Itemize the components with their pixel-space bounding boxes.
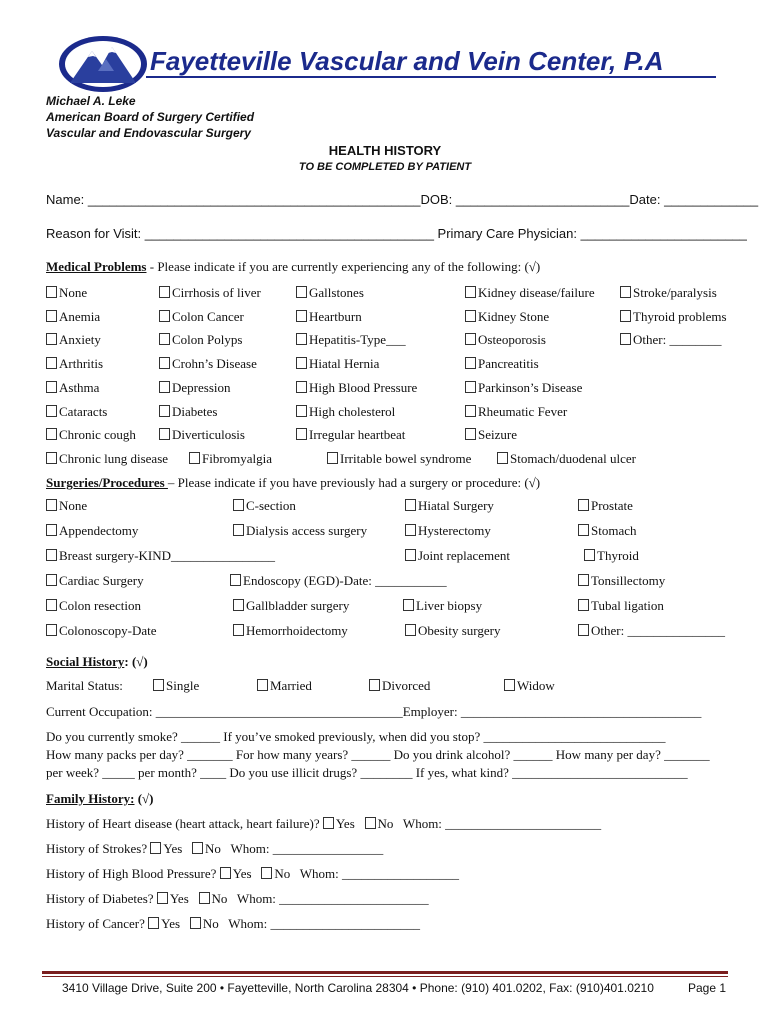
checkbox-label: Hepatitis-Type___ [309, 332, 406, 348]
checkbox-icon[interactable] [323, 817, 334, 829]
checkbox-label: Parkinson’s Disease [478, 379, 583, 395]
family-history-row [46, 866, 459, 882]
family-history-row [46, 891, 429, 907]
medical-problems-heading [46, 258, 540, 276]
checkbox-icon[interactable] [46, 624, 57, 636]
checkbox-icon[interactable] [46, 310, 57, 322]
checkbox-icon[interactable] [46, 574, 57, 586]
family-question: History of Diabetes? [46, 891, 154, 906]
family-question: History of Strokes? [46, 841, 148, 856]
checkbox-icon[interactable] [296, 357, 307, 369]
medical-option[interactable] [296, 404, 395, 420]
surgery-option[interactable] [405, 548, 510, 564]
checkbox-icon[interactable] [296, 381, 307, 393]
checkbox-label: Cardiac Surgery [59, 573, 144, 588]
no-label: No [205, 841, 221, 856]
checkbox-label: Gallbladder surgery [246, 598, 350, 613]
medical-option[interactable] [46, 380, 99, 396]
checkbox-icon[interactable] [189, 452, 200, 464]
checkbox-icon[interactable] [46, 499, 57, 511]
checkbox-label: Hemorrhoidectomy [246, 623, 348, 638]
checkbox-icon[interactable] [159, 357, 170, 369]
checkbox-icon[interactable] [465, 286, 476, 298]
checkbox-icon[interactable] [157, 892, 168, 904]
drug-use-fields[interactable]: per week? _____ per month? ____ Do you use illicit drugs? ________ If yes, what kind? ___________________________ [46, 765, 688, 780]
checkbox-label: Colonoscopy-Date [59, 623, 157, 638]
checkbox-icon[interactable] [405, 549, 416, 561]
medical-option[interactable] [465, 404, 567, 420]
footer-rule [42, 971, 728, 974]
medical-option[interactable] [296, 356, 379, 372]
family-history-row [46, 816, 601, 832]
checkbox-icon[interactable] [192, 842, 203, 854]
checkbox-label: Married [270, 678, 312, 693]
medical-option[interactable] [46, 285, 87, 301]
whom-label: Whom: [402, 816, 442, 831]
checkbox-label: Osteoporosis [478, 332, 546, 348]
mountain-logo-icon [58, 35, 148, 93]
checkbox-icon[interactable] [296, 333, 307, 345]
medical-option[interactable] [159, 332, 242, 348]
no-label: No [202, 916, 219, 931]
family-history-heading [46, 790, 154, 808]
surgeries-instruction: – Please indicate if you have previously had a surgery or procedure: (√) [167, 475, 541, 490]
checkbox-label: Depression [172, 379, 231, 395]
whom-field[interactable]: _______________________ [270, 916, 420, 931]
checkbox-icon[interactable] [465, 405, 476, 417]
medical-option[interactable] [159, 309, 244, 325]
surgery-option[interactable] [46, 573, 144, 589]
checkbox-icon[interactable] [296, 310, 307, 322]
medical-option[interactable] [465, 380, 582, 396]
checkbox-icon[interactable] [159, 333, 170, 345]
checkbox-label: Appendectomy [59, 523, 139, 538]
checkbox-icon[interactable] [230, 574, 241, 586]
surgery-option[interactable] [578, 523, 637, 539]
no-label: No [274, 866, 291, 881]
checkbox-label: None [59, 498, 88, 513]
checkbox-icon[interactable] [465, 381, 476, 393]
checkbox-icon[interactable] [46, 549, 57, 561]
checkbox-icon[interactable] [296, 405, 307, 417]
checkbox-label: Tonsillectomy [591, 573, 666, 588]
checkbox-label: Arthritis [59, 356, 104, 372]
checkbox-icon[interactable] [504, 679, 515, 691]
medical-option[interactable] [46, 404, 107, 420]
form-subtitle: TO BE COMPLETED BY PATIENT [298, 161, 472, 173]
checkbox-icon[interactable] [46, 381, 57, 393]
yes-label: Yes [169, 891, 189, 906]
checkbox-icon[interactable] [159, 381, 170, 393]
checkbox-label: Kidney Stone [478, 308, 550, 324]
surgery-option[interactable] [233, 623, 348, 639]
checkbox-label: Other: _______________ [591, 623, 725, 638]
checkbox-label: Endoscopy (EGD)-Date: ___________ [243, 573, 447, 588]
checkbox-icon[interactable] [159, 405, 170, 417]
checkbox-icon[interactable] [578, 524, 589, 536]
family-history-suffix: (√) [134, 791, 154, 806]
checkbox-icon[interactable] [296, 286, 307, 298]
name-dob-date-fields[interactable]: Name: ______________________________________________DOB: ________________________Date: _____________ [46, 192, 759, 207]
checkbox-label: Chronic cough [59, 427, 136, 443]
checkbox-icon[interactable] [327, 452, 338, 464]
family-history-row [46, 916, 420, 932]
medical-option[interactable] [296, 309, 362, 325]
reason-pcp-fields[interactable]: Reason for Visit: ________________________________________ Primary Care Physician: _______________________ [46, 226, 747, 241]
medical-problems-instruction: - Please indicate if you are currently experiencing any of the following: (√) [146, 259, 541, 274]
checkbox-label: Breast surgery-KIND________________ [59, 548, 276, 563]
checkbox-icon[interactable] [465, 428, 476, 440]
yes-label: Yes [232, 866, 252, 881]
checkbox-icon[interactable] [150, 842, 161, 854]
medical-option[interactable] [159, 356, 257, 372]
yes-label: Yes [161, 916, 181, 931]
surgery-option[interactable] [233, 498, 296, 514]
checkbox-icon[interactable] [159, 310, 170, 322]
medical-problems-title: Medical Problems [46, 259, 147, 274]
whom-label: Whom: [228, 916, 268, 931]
checkbox-icon[interactable] [148, 917, 159, 929]
surgery-option[interactable] [46, 523, 138, 539]
medical-option[interactable] [497, 451, 636, 467]
surgery-option[interactable] [230, 573, 447, 589]
checkbox-label: Widow [517, 678, 555, 693]
packs-alcohol-fields[interactable]: How many packs per day? _______ For how many years? ______ Do you drink alcohol? ______ How many per day? _______ [46, 747, 710, 762]
medical-option[interactable] [327, 451, 471, 467]
whom-field[interactable]: _________________ [272, 841, 384, 856]
checkbox-icon[interactable] [233, 624, 244, 636]
checkbox-label: Hiatal Hernia [309, 356, 380, 372]
social-history-title: Social History [46, 654, 125, 669]
checkbox-label: Irritable bowel syndrome [340, 450, 472, 466]
checkbox-label: Dialysis access surgery [246, 523, 368, 538]
surgery-option[interactable] [46, 598, 141, 614]
checkbox-icon[interactable] [465, 357, 476, 369]
checkbox-label: Prostate [591, 498, 633, 513]
medical-option[interactable] [159, 380, 231, 396]
checkbox-label: Stroke/paralysis [633, 285, 717, 300]
whom-label: Whom: [299, 866, 339, 881]
marital-status-label: Marital Status: [46, 678, 123, 693]
medical-option[interactable] [465, 332, 546, 348]
checkbox-label: Other: ________ [633, 332, 722, 348]
surgery-option[interactable] [46, 498, 87, 514]
checkbox-icon[interactable] [233, 524, 244, 536]
surgery-option[interactable] [233, 598, 349, 614]
family-history-row [46, 841, 383, 857]
checkbox-label: Crohn’s Disease [172, 356, 257, 372]
checkbox-icon[interactable] [257, 679, 268, 691]
doctor-name: Michael A. Leke [46, 94, 136, 108]
footer-address: 3410 Village Drive, Suite 200 • Fayetteville, North Carolina 28304 • Phone: (910) 401.0202, Fax: (910)401.0210 [62, 981, 654, 995]
checkbox-label: Stomach [591, 523, 637, 538]
medical-option[interactable] [465, 309, 549, 325]
surgery-option[interactable] [578, 598, 664, 614]
checkbox-icon[interactable] [365, 817, 376, 829]
checkbox-icon[interactable] [153, 679, 164, 691]
surgeries-heading [46, 474, 540, 492]
medical-option[interactable] [465, 285, 595, 301]
surgery-option[interactable] [578, 623, 725, 639]
family-question: History of Heart disease (heart attack, heart failure)? [46, 816, 320, 831]
medical-option[interactable] [46, 451, 168, 467]
checkbox-icon[interactable] [46, 599, 57, 611]
family-question: History of High Blood Pressure? [46, 866, 217, 881]
checkbox-icon[interactable] [233, 599, 244, 611]
checkbox-icon[interactable] [405, 499, 416, 511]
checkbox-icon[interactable] [403, 599, 414, 611]
medical-option[interactable] [159, 285, 261, 301]
checkbox-label: Liver biopsy [416, 598, 483, 613]
checkbox-icon[interactable] [220, 867, 231, 879]
checkbox-icon[interactable] [159, 428, 170, 440]
medical-option[interactable] [296, 380, 417, 396]
title-underline [146, 76, 716, 78]
checkbox-icon[interactable] [46, 357, 57, 369]
checkbox-label: Divorced [382, 678, 431, 693]
no-label: No [377, 816, 394, 831]
checkbox-label: Single [166, 678, 200, 693]
checkbox-label: Fibromyalgia [202, 450, 273, 466]
checkbox-icon[interactable] [578, 574, 589, 586]
checkbox-icon[interactable] [46, 333, 57, 345]
medical-option[interactable] [46, 309, 100, 325]
checkbox-icon[interactable] [190, 917, 201, 929]
checkbox-label: Chronic lung disease [59, 450, 169, 466]
doctor-certification: American Board of Surgery Certified [46, 110, 255, 124]
checkbox-label: Colon Cancer [172, 308, 244, 324]
checkbox-icon[interactable] [233, 499, 244, 511]
checkbox-icon[interactable] [584, 549, 595, 561]
marital-option[interactable] [369, 678, 430, 694]
checkbox-label: Hysterectomy [418, 523, 491, 538]
surgery-option[interactable] [405, 498, 494, 514]
doctor-specialty: Vascular and Endovascular Surgery [46, 126, 251, 140]
checkbox-label: Thyroid problems [633, 308, 727, 324]
checkbox-icon[interactable] [405, 524, 416, 536]
checkbox-label: High Blood Pressure [309, 379, 418, 395]
checkbox-label: Colon resection [59, 598, 141, 613]
checkbox-label: Seizure [478, 427, 517, 443]
whom-label: Whom: [236, 891, 276, 906]
checkbox-label: Kidney disease/failure [478, 285, 595, 300]
marital-option[interactable] [504, 678, 555, 694]
checkbox-icon[interactable] [46, 452, 57, 464]
checkbox-label: Stomach/duodenal ulcer [510, 450, 636, 466]
checkbox-label: Rheumatic Fever [478, 403, 568, 419]
checkbox-icon[interactable] [620, 310, 631, 322]
checkbox-icon[interactable] [465, 310, 476, 322]
surgery-option[interactable] [584, 548, 639, 564]
checkbox-icon[interactable] [369, 679, 380, 691]
checkbox-label: Gallstones [309, 285, 364, 300]
surgery-option[interactable] [405, 523, 491, 539]
checkbox-icon[interactable] [620, 286, 631, 298]
yes-label: Yes [163, 841, 183, 856]
medical-option[interactable] [296, 332, 406, 348]
no-label: No [211, 891, 228, 906]
checkbox-label: Irregular heartbeat [309, 427, 406, 443]
checkbox-icon[interactable] [405, 624, 416, 636]
whom-field[interactable]: ________________________ [445, 816, 602, 831]
medical-option[interactable] [159, 427, 245, 443]
checkbox-label: Asthma [59, 379, 100, 395]
social-history-heading [46, 653, 148, 671]
medical-option[interactable] [620, 285, 717, 301]
clinic-name: Fayetteville Vascular and Vein Center, P.A [150, 46, 664, 76]
checkbox-label: Thyroid [597, 548, 639, 563]
medical-option[interactable] [296, 285, 364, 301]
checkbox-icon[interactable] [578, 624, 589, 636]
checkbox-label: Diabetes [172, 403, 218, 419]
checkbox-icon[interactable] [46, 405, 57, 417]
checkbox-label: None [59, 285, 88, 300]
checkbox-icon[interactable] [296, 428, 307, 440]
smoking-fields[interactable]: Do you currently smoke? ______ If you’ve smoked previously, when did you stop? ____________________________ [46, 729, 666, 744]
medical-option[interactable] [159, 404, 217, 420]
checkbox-label: Obesity surgery [418, 623, 501, 638]
surgery-option[interactable] [233, 523, 367, 539]
medical-option[interactable] [46, 356, 103, 372]
checkbox-label: Heartburn [309, 308, 362, 324]
checkbox-label: Pancreatitis [478, 356, 539, 372]
checkbox-icon[interactable] [465, 333, 476, 345]
checkbox-icon[interactable] [46, 428, 57, 440]
checkbox-icon[interactable] [497, 452, 508, 464]
surgery-option[interactable] [405, 623, 500, 639]
surgery-option[interactable] [403, 598, 482, 614]
medical-option[interactable] [620, 309, 727, 325]
social-history-suffix: : (√) [124, 654, 148, 669]
surgery-option[interactable] [578, 573, 665, 589]
page-number: Page 1 [688, 981, 727, 995]
occupation-employer-fields[interactable]: Current Occupation: ______________________________________Employer: _____________________________________ [46, 704, 702, 719]
medical-option[interactable] [46, 332, 101, 348]
surgery-option[interactable] [578, 498, 633, 514]
medical-option[interactable] [296, 427, 405, 443]
checkbox-label: Cirrhosis of liver [172, 285, 261, 300]
surgeries-title: Surgeries/Procedures [46, 475, 168, 490]
checkbox-icon[interactable] [46, 524, 57, 536]
checkbox-icon[interactable] [578, 499, 589, 511]
checkbox-label: High cholesterol [309, 403, 396, 419]
medical-option[interactable] [189, 451, 272, 467]
checkbox-label: Hiatal Surgery [418, 498, 494, 513]
surgery-option[interactable] [46, 623, 156, 639]
checkbox-icon[interactable] [578, 599, 589, 611]
family-history-title: Family History: [46, 791, 135, 806]
medical-option[interactable] [46, 427, 136, 443]
checkbox-icon[interactable] [199, 892, 210, 904]
checkbox-label: C-section [246, 498, 296, 513]
checkbox-icon[interactable] [261, 867, 272, 879]
marital-option[interactable] [257, 678, 312, 694]
medical-option[interactable] [620, 332, 721, 348]
medical-option[interactable] [465, 356, 539, 372]
checkbox-icon[interactable] [620, 333, 631, 345]
surgery-option[interactable] [46, 548, 275, 564]
checkbox-label: Anxiety [59, 332, 101, 348]
yes-label: Yes [335, 816, 355, 831]
checkbox-label: Colon Polyps [172, 332, 243, 348]
checkbox-icon[interactable] [159, 286, 170, 298]
checkbox-label: Cataracts [59, 403, 108, 419]
whom-field[interactable]: _______________________ [279, 891, 429, 906]
checkbox-label: Anemia [59, 308, 101, 324]
marital-option[interactable] [153, 678, 199, 694]
whom-label: Whom: [230, 841, 270, 856]
footer-rule-thin [42, 976, 728, 977]
checkbox-icon[interactable] [46, 286, 57, 298]
checkbox-label: Joint replacement [418, 548, 511, 563]
checkbox-label: Diverticulosis [172, 427, 245, 443]
family-question: History of Cancer? [46, 916, 145, 931]
checkbox-label: Tubal ligation [591, 598, 664, 613]
medical-option[interactable] [465, 427, 517, 443]
whom-field[interactable]: __________________ [342, 866, 460, 881]
form-title: HEALTH HISTORY [328, 143, 442, 158]
